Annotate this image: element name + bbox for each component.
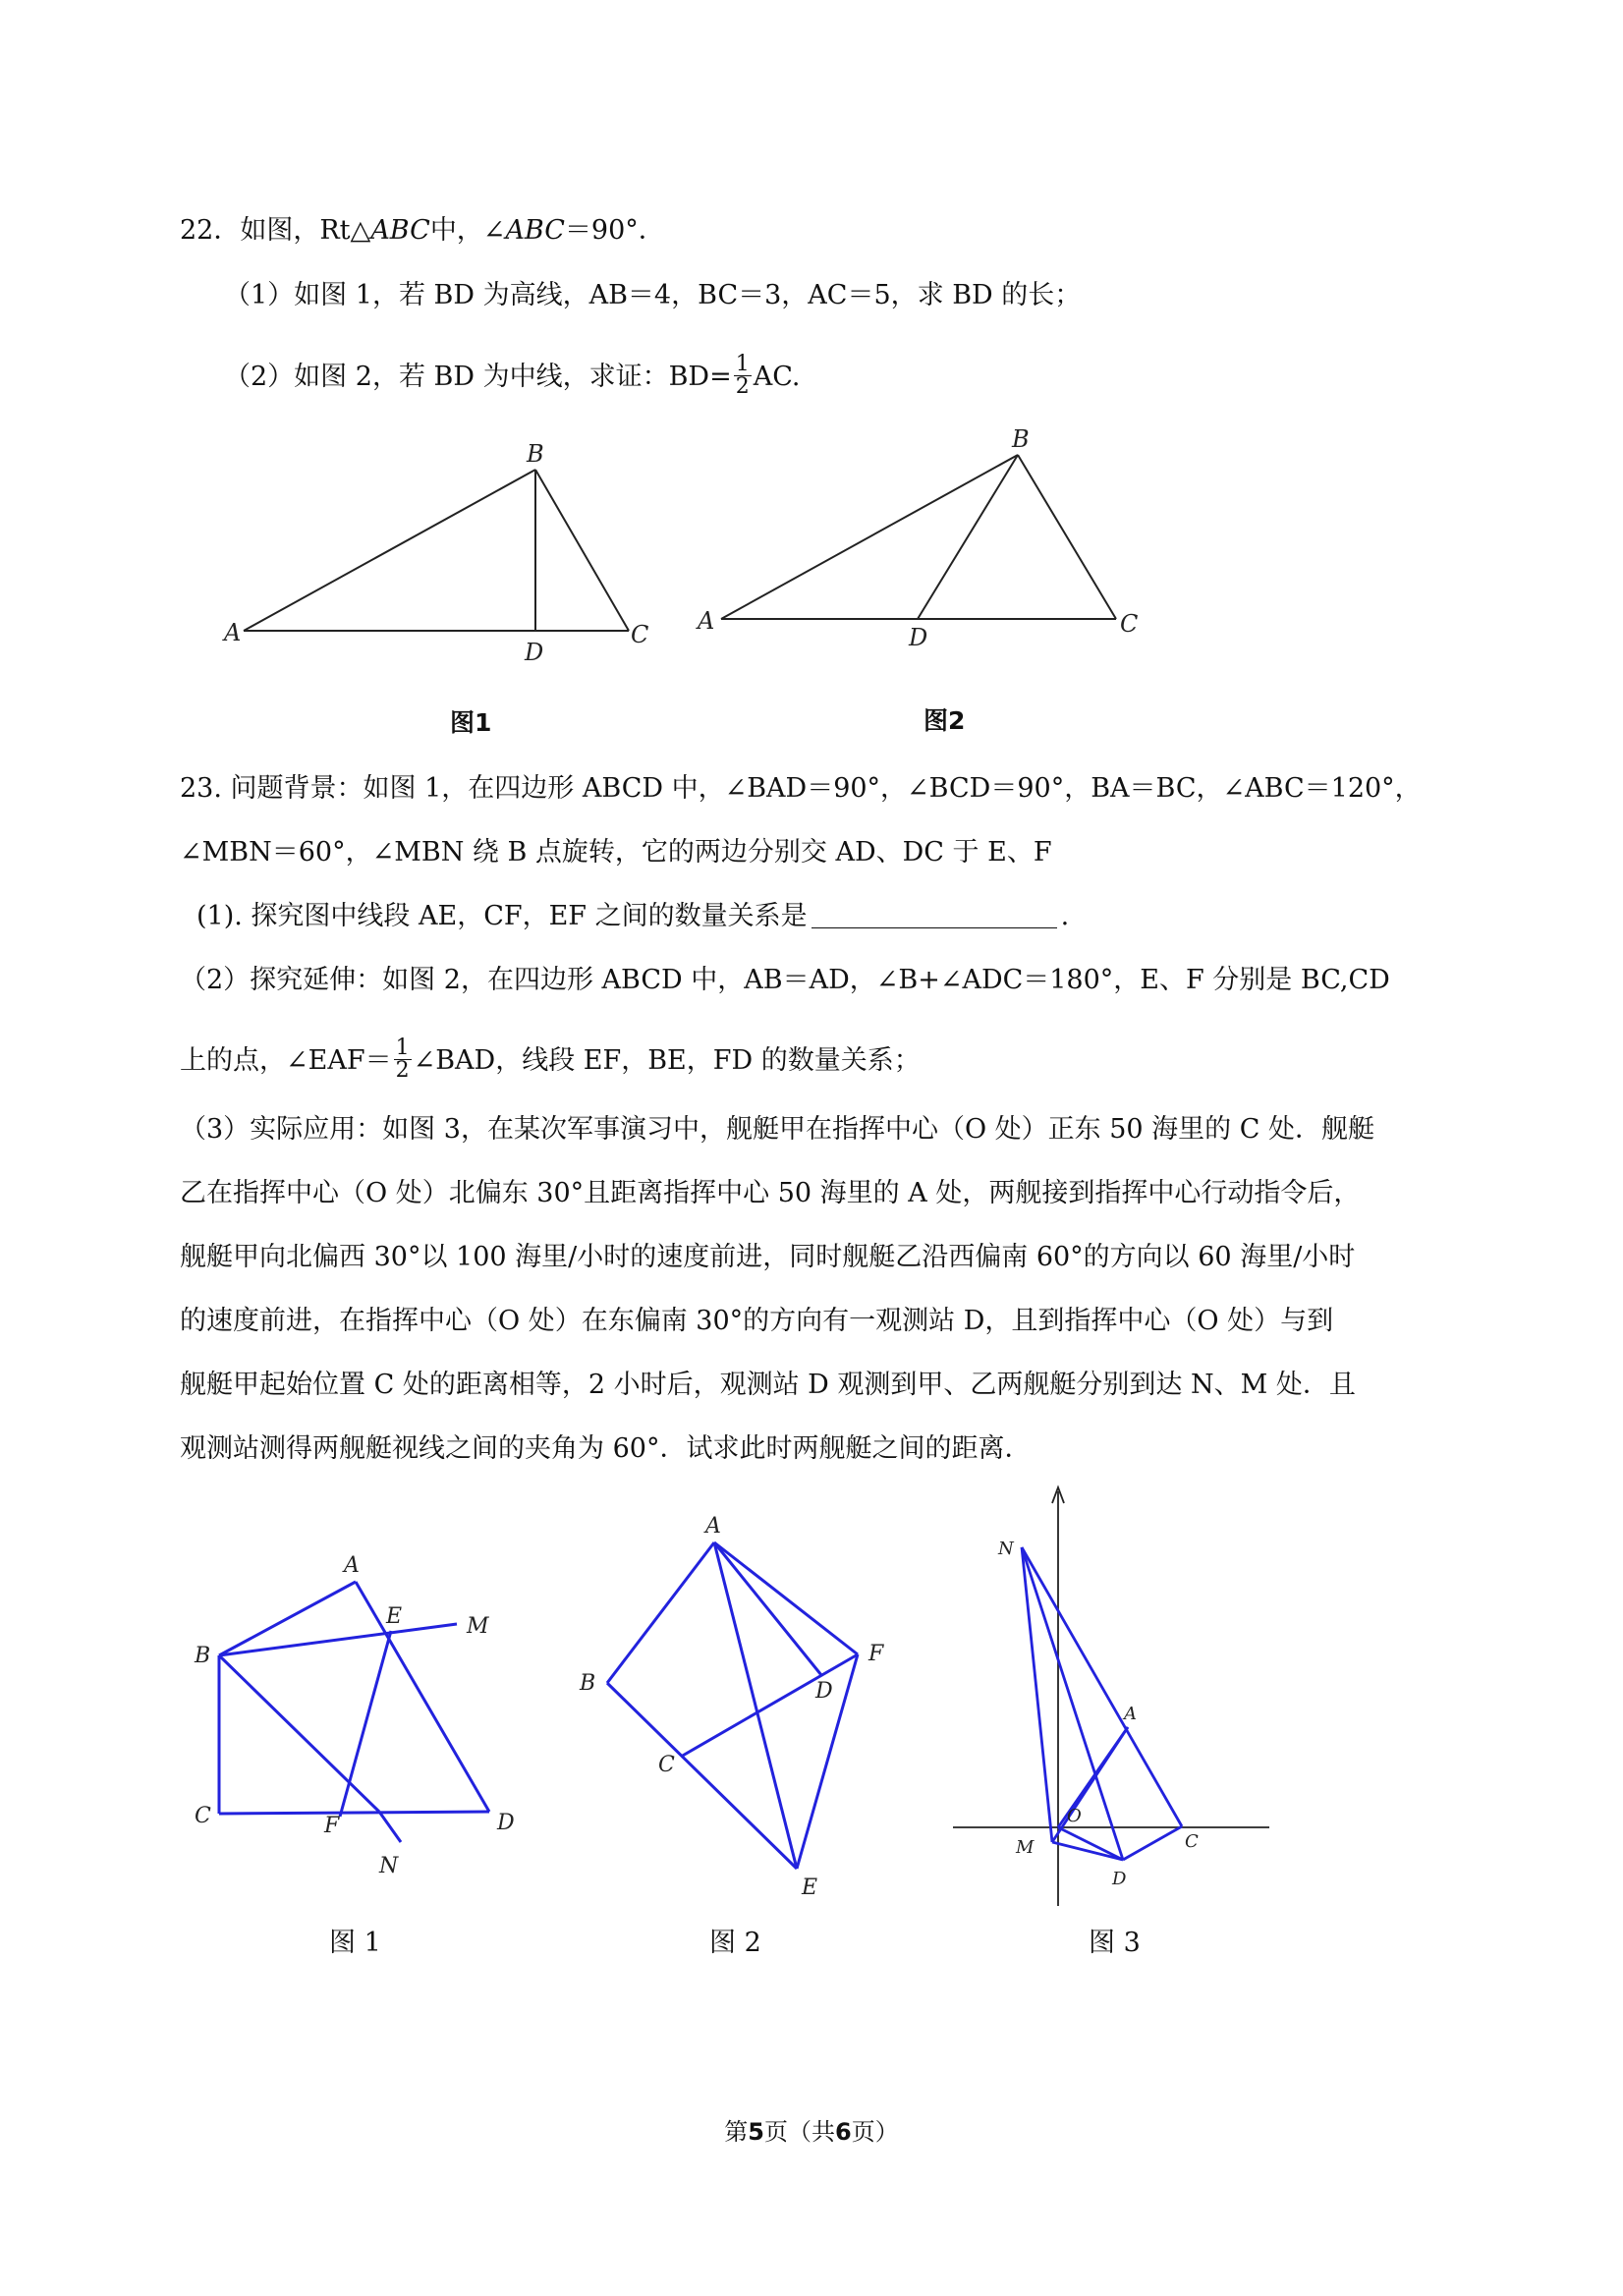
label-M: M [467,1614,489,1639]
label-D: D [1112,1869,1127,1889]
label-A: A [705,1514,721,1539]
q23-figure-2-caption: 图 2 [709,1928,761,1958]
label-C: C [1120,610,1139,638]
label-F: F [324,1814,340,1838]
label-C: C [195,1804,211,1828]
segment-AB [244,470,535,631]
q23-figure-2 [570,1503,923,1900]
label-D: D [497,1811,515,1835]
segment-AB [607,1542,714,1683]
q23-part3-line-4: 的速度前进，在指挥中心（O 处）在东偏南 30°的方向有一观测站 D，且到指挥中心（O 处）与到 [180,1306,1334,1336]
segment-AB [721,455,1018,619]
q23-part1: (1). 探究图中线段 AE，CF，EF 之间的数量关系是 . [196,901,1070,931]
q23-figure-1 [187,1542,540,1896]
fraction-half: $\frac{1}{2}$ [395,1036,410,1083]
q22-figure-2-caption: 图2 [923,706,966,735]
q23-part2-line-2: 上的点，∠EAF＝ $\frac{1}{2}$ ∠BAD，线段 EF，BE，FD 的数量关系； [180,1036,921,1083]
label-C: C [1185,1831,1199,1852]
q23-part3-line-5: 舰艇甲起始位置 C 处的距离相等，2 小时后，观测站 D 观测到甲、乙两舰艇分别到达 N、M 处．且 [180,1370,1356,1400]
label-D: D [815,1679,833,1704]
label-B: B [527,440,544,468]
label-B: B [1012,425,1030,453]
label-B: B [580,1671,596,1696]
label-N: N [379,1854,399,1878]
q23-line-1: 23. 问题背景：如图 1，在四边形 ABCD 中，∠BAD＝90°，∠BCD＝90°，BA＝BC，∠ABC＝120°， [180,773,1422,804]
q22-stem: 22．如图，Rt△ABC中，∠ABC＝90°． [180,215,665,246]
q23-part3-line-6: 观测站测得两舰艇视线之间的夹角为 60°．试求此时两舰艇之间的距离． [180,1433,1032,1464]
label-A: A [224,619,242,646]
segment-BC [535,470,629,631]
label-A: A [344,1553,360,1578]
ray-BM [219,1624,457,1655]
label-D: D [909,624,928,651]
segment-AF [714,1542,858,1654]
label-E: E [386,1604,403,1629]
label-N: N [998,1539,1014,1559]
q23-figure-1-caption: 图 1 [329,1928,381,1958]
label-C: C [658,1753,675,1777]
segment-BE [607,1683,797,1869]
segment-MD [1052,1842,1123,1860]
q23-part3-line-3: 舰艇甲向北偏西 30°以 100 海里/小时的速度前进，同时舰艇乙沿西偏南 60°的方向以 60 海里/小时 [180,1242,1356,1272]
segment-BD [918,455,1018,619]
label-A: A [1124,1704,1137,1724]
q23-figure-3-caption: 图 3 [1089,1928,1141,1958]
page-footer: 第5页（共6页） [724,2118,899,2146]
q22-figure-1-caption: 图1 [450,708,492,737]
segment-CD [219,1812,489,1814]
q22-figure-2 [688,418,1159,673]
fraction-half: $\frac{1}{2}$ [735,352,750,399]
label-A: A [698,607,715,635]
label-B: B [195,1644,211,1668]
segment-DC [1123,1826,1182,1860]
q23-part2-line-1: （2）探究延伸：如图 2，在四边形 ABCD 中，AB＝AD，∠B+∠ADC＝180°，E、F 分别是 BC,CD [180,965,1390,995]
answer-blank [812,904,1057,928]
segment-CF [681,1654,858,1757]
label-M: M [1016,1837,1035,1858]
q22-figure-1 [196,432,668,688]
segment-BC [1018,455,1116,619]
segment-EF [340,1631,391,1817]
segment-BF [219,1655,379,1812]
label-D: D [525,639,544,666]
label-F: F [868,1642,884,1666]
segment-BA [219,1582,356,1655]
label-E: E [802,1876,818,1900]
q22-part1: （1）如图 1，若 BD 为高线，AB＝4，BC＝3，AC＝5，求 BD 的长； [224,280,1082,310]
ray-FN [379,1812,401,1842]
label-C: C [631,621,649,648]
q23-part3-line-2: 乙在指挥中心（O 处）北偏东 30°且距离指挥中心 50 海里的 A 处，两舰接到指挥中心行动指令后， [180,1178,1361,1208]
q23-part3-line-1: （3）实际应用：如图 3，在某次军事演习中，舰艇甲在指挥中心（O 处）正东 50 海里的 C 处．舰艇 [180,1114,1375,1145]
q22-part2: （2）如图 2，若 BD 为中线，求证：BD= $\frac{1}{2}$ AC. [224,352,801,399]
label-O: O [1067,1806,1082,1826]
q23-line-2: ∠MBN＝60°，∠MBN 绕 B 点旋转，它的两边分别交 AD、DC 于 E、F [180,837,1052,868]
q23-figure-3 [943,1474,1297,1916]
